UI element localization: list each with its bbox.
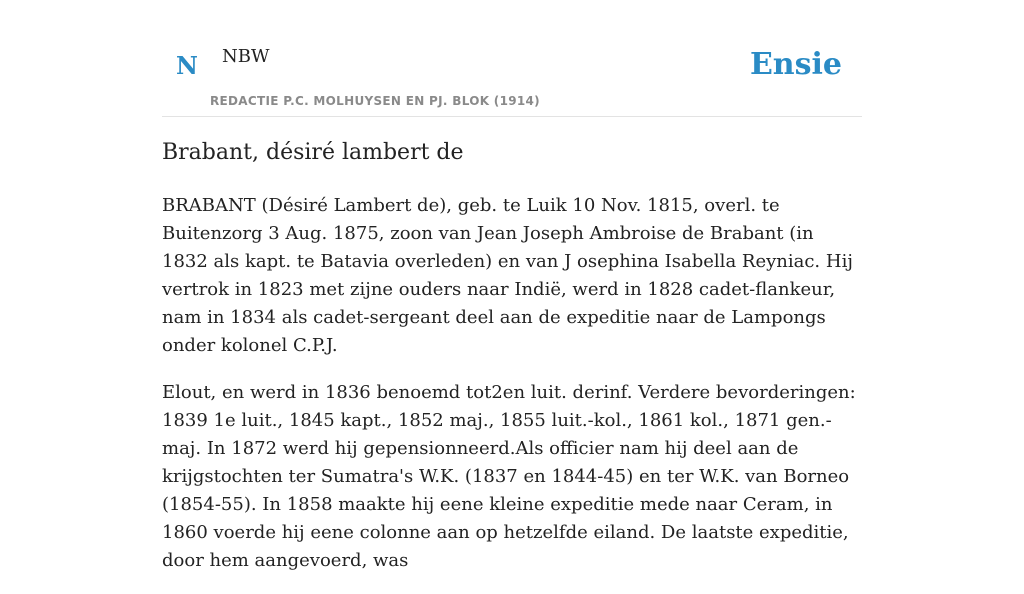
source-logo[interactable]: N bbox=[176, 51, 198, 80]
source-title[interactable]: NBW bbox=[222, 46, 270, 67]
source-subtitle: REDACTIE P.C. MOLHUYSEN EN PJ. BLOK (1914) bbox=[210, 94, 540, 108]
article-paragraph: Elout, en werd in 1836 benoemd tot2en luit. derinf. Verdere bevorderingen: 1839 1e luit., 1845 kapt., 1852 maj., 1855 luit.-kol., 1861 kol., 1871 gen.-maj. In 1872 werd hij gepensionneerd.Als officier nam hij deel aan de krijgstochten ter Sumatra's W.K. (1837 en 1844-45) en ter W.K. van Borneo (1854-55). In 1858 maakte hij eene kleine expeditie mede naar Ceram, in 1860 voerde hij eene colonne aan op hetzelfde eiland. De laatste expeditie, door hem aangevoerd, was bbox=[162, 382, 856, 571]
brand-logo[interactable]: Ensie bbox=[749, 47, 842, 82]
article-body bbox=[162, 192, 862, 594]
article-paragraph: BRABANT (Désiré Lambert de), geb. te Luik 10 Nov. 1815, overl. te Buitenzorg 3 Aug. 1875, zoon van Jean Joseph Ambroise de Brabant (in 1832 als kapt. te Batavia overleden) en van J osephina Isabella Reyniac. Hij vertrok in 1823 met zijne ouders naar Indië, werd in 1828 cadet-flankeur, nam in 1834 als cadet-sergeant deel aan de expeditie naar de Lampongs onder kolonel C.P.J. bbox=[162, 195, 853, 356]
source-header bbox=[162, 0, 862, 117]
article-title: Brabant, désiré lambert de bbox=[162, 140, 464, 165]
